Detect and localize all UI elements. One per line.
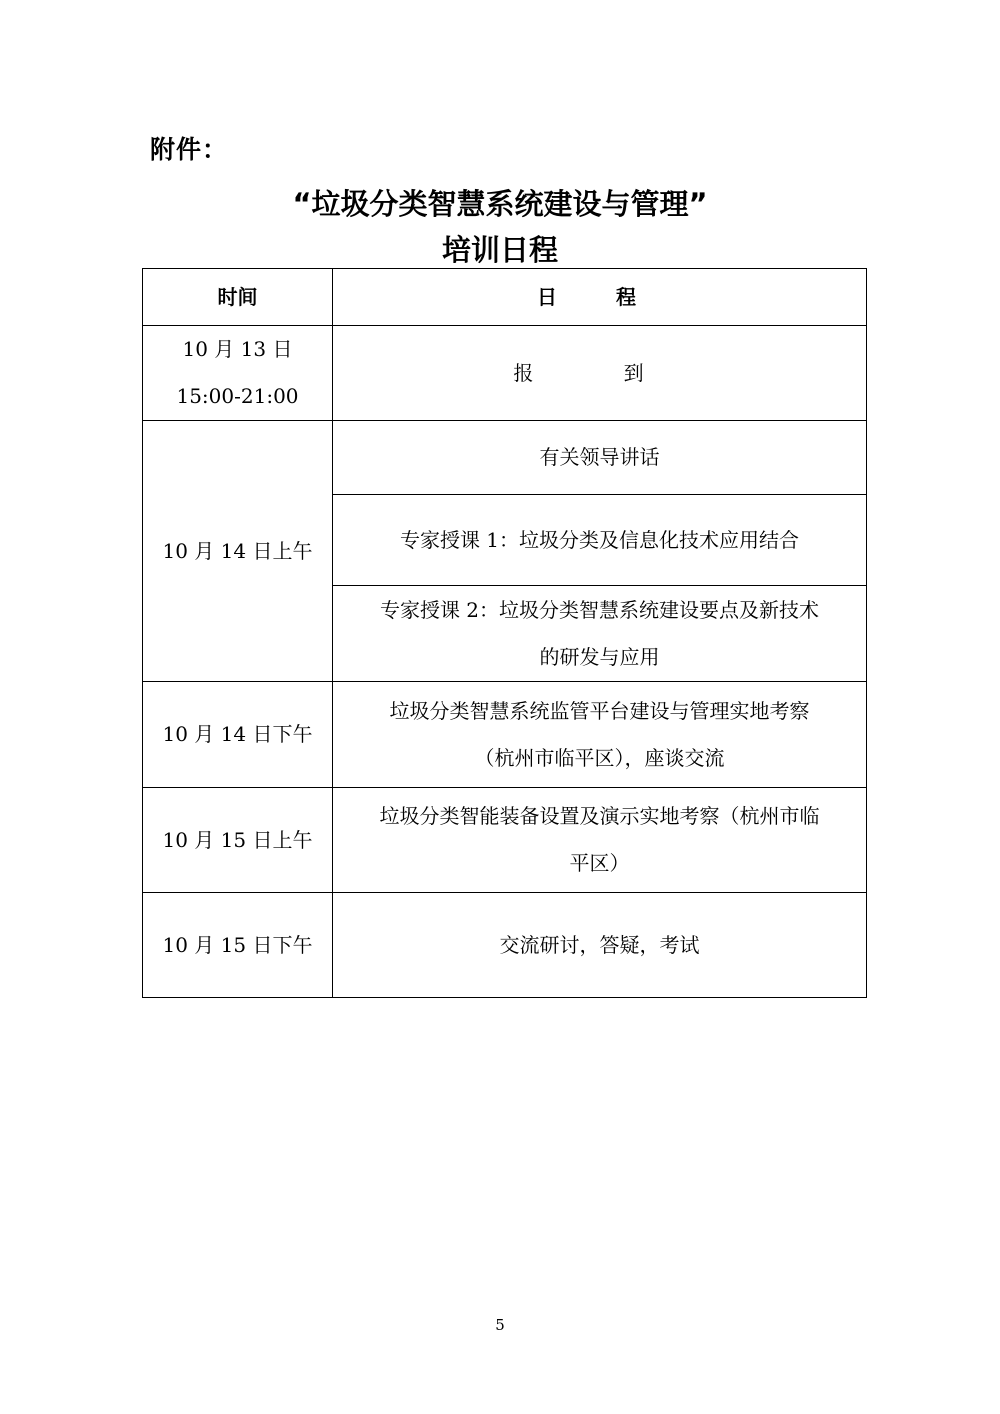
schedule-line: （杭州市临平区），座谈交流 bbox=[474, 745, 725, 770]
header-schedule bbox=[333, 269, 867, 326]
time-cell: 10 月 14 日下午 bbox=[143, 682, 333, 788]
header-time: 时间 bbox=[143, 269, 333, 326]
table-row bbox=[143, 893, 867, 998]
schedule-cell bbox=[333, 788, 867, 893]
time-hours: 15:00-21:00 bbox=[176, 384, 299, 408]
table-header-row bbox=[143, 269, 867, 326]
table-row bbox=[143, 326, 867, 421]
table-row bbox=[143, 788, 867, 893]
header-schedule-text: 日 程 bbox=[537, 284, 662, 309]
page-number: 5 bbox=[495, 1316, 505, 1334]
schedule-line: 的研发与应用 bbox=[539, 644, 660, 669]
schedule-table bbox=[142, 268, 867, 998]
attachment-label: 附件： bbox=[150, 135, 229, 164]
schedule-cell bbox=[333, 586, 867, 682]
schedule-line: 平区） bbox=[569, 851, 630, 875]
schedule-cell bbox=[333, 682, 867, 788]
document-title: “垃圾分类智慧系统建设与管理” bbox=[292, 187, 708, 221]
schedule-cell: 专家授课 1：垃圾分类及信息化技术应用结合 bbox=[333, 495, 867, 586]
table-row bbox=[143, 682, 867, 788]
schedule-line: 垃圾分类智能装备设置及演示实地考察（杭州市临 bbox=[379, 804, 820, 828]
table-row bbox=[143, 421, 867, 495]
document-subtitle: 培训日程 bbox=[441, 233, 558, 267]
time-cell: 10 月 14 日上午 bbox=[143, 421, 333, 682]
time-cell: 10 月 15 日下午 bbox=[143, 893, 333, 998]
schedule-cell: 交流研讨，答疑，考试 bbox=[333, 893, 867, 998]
schedule-line: 垃圾分类智慧系统监管平台建设与管理实地考察 bbox=[389, 698, 810, 723]
schedule-cell: 有关领导讲话 bbox=[333, 421, 867, 495]
schedule-text: 报 到 bbox=[513, 360, 686, 385]
time-date: 10 月 13 日 bbox=[182, 337, 293, 361]
schedule-cell bbox=[333, 326, 867, 421]
schedule-line: 专家授课 2：垃圾分类智慧系统建设要点及新技术 bbox=[379, 597, 820, 622]
time-cell bbox=[143, 326, 333, 421]
time-cell: 10 月 15 日上午 bbox=[143, 788, 333, 893]
